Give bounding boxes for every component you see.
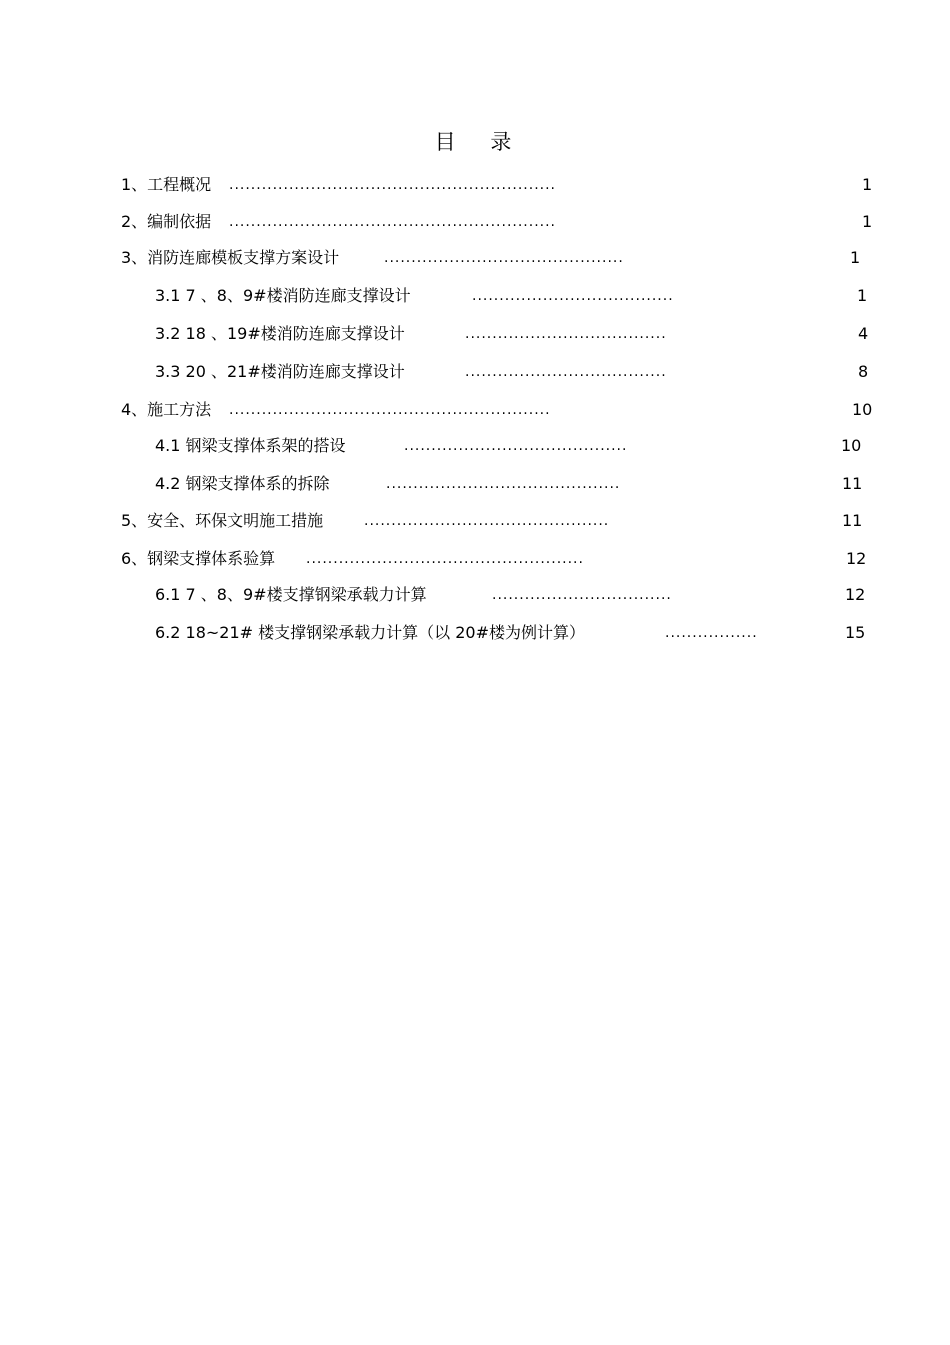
toc-entry-text: 6、钢梁支撑体系验算 xyxy=(121,549,276,568)
toc-entry-leader: ................. xyxy=(665,625,758,641)
toc-entry-leader: ......................................... xyxy=(404,438,628,454)
toc-entry-page: 1 xyxy=(850,248,861,267)
toc-entry-text: 4.1 钢梁支撑体系架的搭设 xyxy=(155,436,346,455)
toc-entry-page: 15 xyxy=(845,623,866,642)
toc-title: 目 录 xyxy=(434,130,526,154)
toc-entry-leader: ................................................... xyxy=(306,551,584,567)
toc-entry-text: 4、施工方法 xyxy=(121,400,212,419)
toc-entry-page: 10 xyxy=(852,400,873,419)
toc-entry-page: 1 xyxy=(857,286,868,305)
toc-entry-page: 8 xyxy=(858,362,869,381)
toc-entry-leader: ..................................... xyxy=(472,288,674,304)
toc-entry-leader: ............................................................ xyxy=(229,214,557,230)
toc-entry-text: 3.3 20 、21#楼消防连廊支撑设计 xyxy=(155,362,405,381)
toc-entry-page: 10 xyxy=(841,436,862,455)
toc-entry-leader: ................................. xyxy=(492,587,672,603)
toc-entry-text: 2、编制依据 xyxy=(121,212,212,231)
toc-entry-page: 1 xyxy=(862,175,873,194)
toc-entry-leader: ..................................... xyxy=(465,364,667,380)
toc-entry-leader: ........................................................... xyxy=(229,402,551,418)
toc-entry-page: 11 xyxy=(842,474,863,493)
toc-entry-leader: ............................................ xyxy=(384,250,624,266)
toc-entry-leader: ..................................... xyxy=(465,326,667,342)
toc-entry-page: 4 xyxy=(858,324,869,343)
toc-entry-text: 4.2 钢梁支撑体系的拆除 xyxy=(155,474,330,493)
toc-entry-leader: ............................................. xyxy=(364,513,610,529)
toc-entry-text: 5、安全、环保文明施工措施 xyxy=(121,511,324,530)
toc-entry-text: 3、消防连廊模板支撑方案设计 xyxy=(121,248,340,267)
toc-entry-text: 6.2 18~21# 楼支撑钢梁承载力计算（以 20#楼为例计算） xyxy=(155,623,586,642)
toc-entry-page: 11 xyxy=(842,511,863,530)
toc-entry-text: 3.2 18 、19#楼消防连廊支撑设计 xyxy=(155,324,405,343)
toc-entry-text: 6.1 7 、8、9#楼支撑钢梁承载力计算 xyxy=(155,585,427,604)
toc-entry-leader: ........................................... xyxy=(386,476,621,492)
toc-entry-page: 12 xyxy=(846,549,867,568)
toc-entry-text: 3.1 7 、8、9#楼消防连廊支撑设计 xyxy=(155,286,411,305)
toc-entry-page: 1 xyxy=(862,212,873,231)
toc-entry-text: 1、工程概况 xyxy=(121,175,212,194)
toc-entry-leader: ............................................................ xyxy=(229,177,557,193)
toc-entry-page: 12 xyxy=(845,585,866,604)
